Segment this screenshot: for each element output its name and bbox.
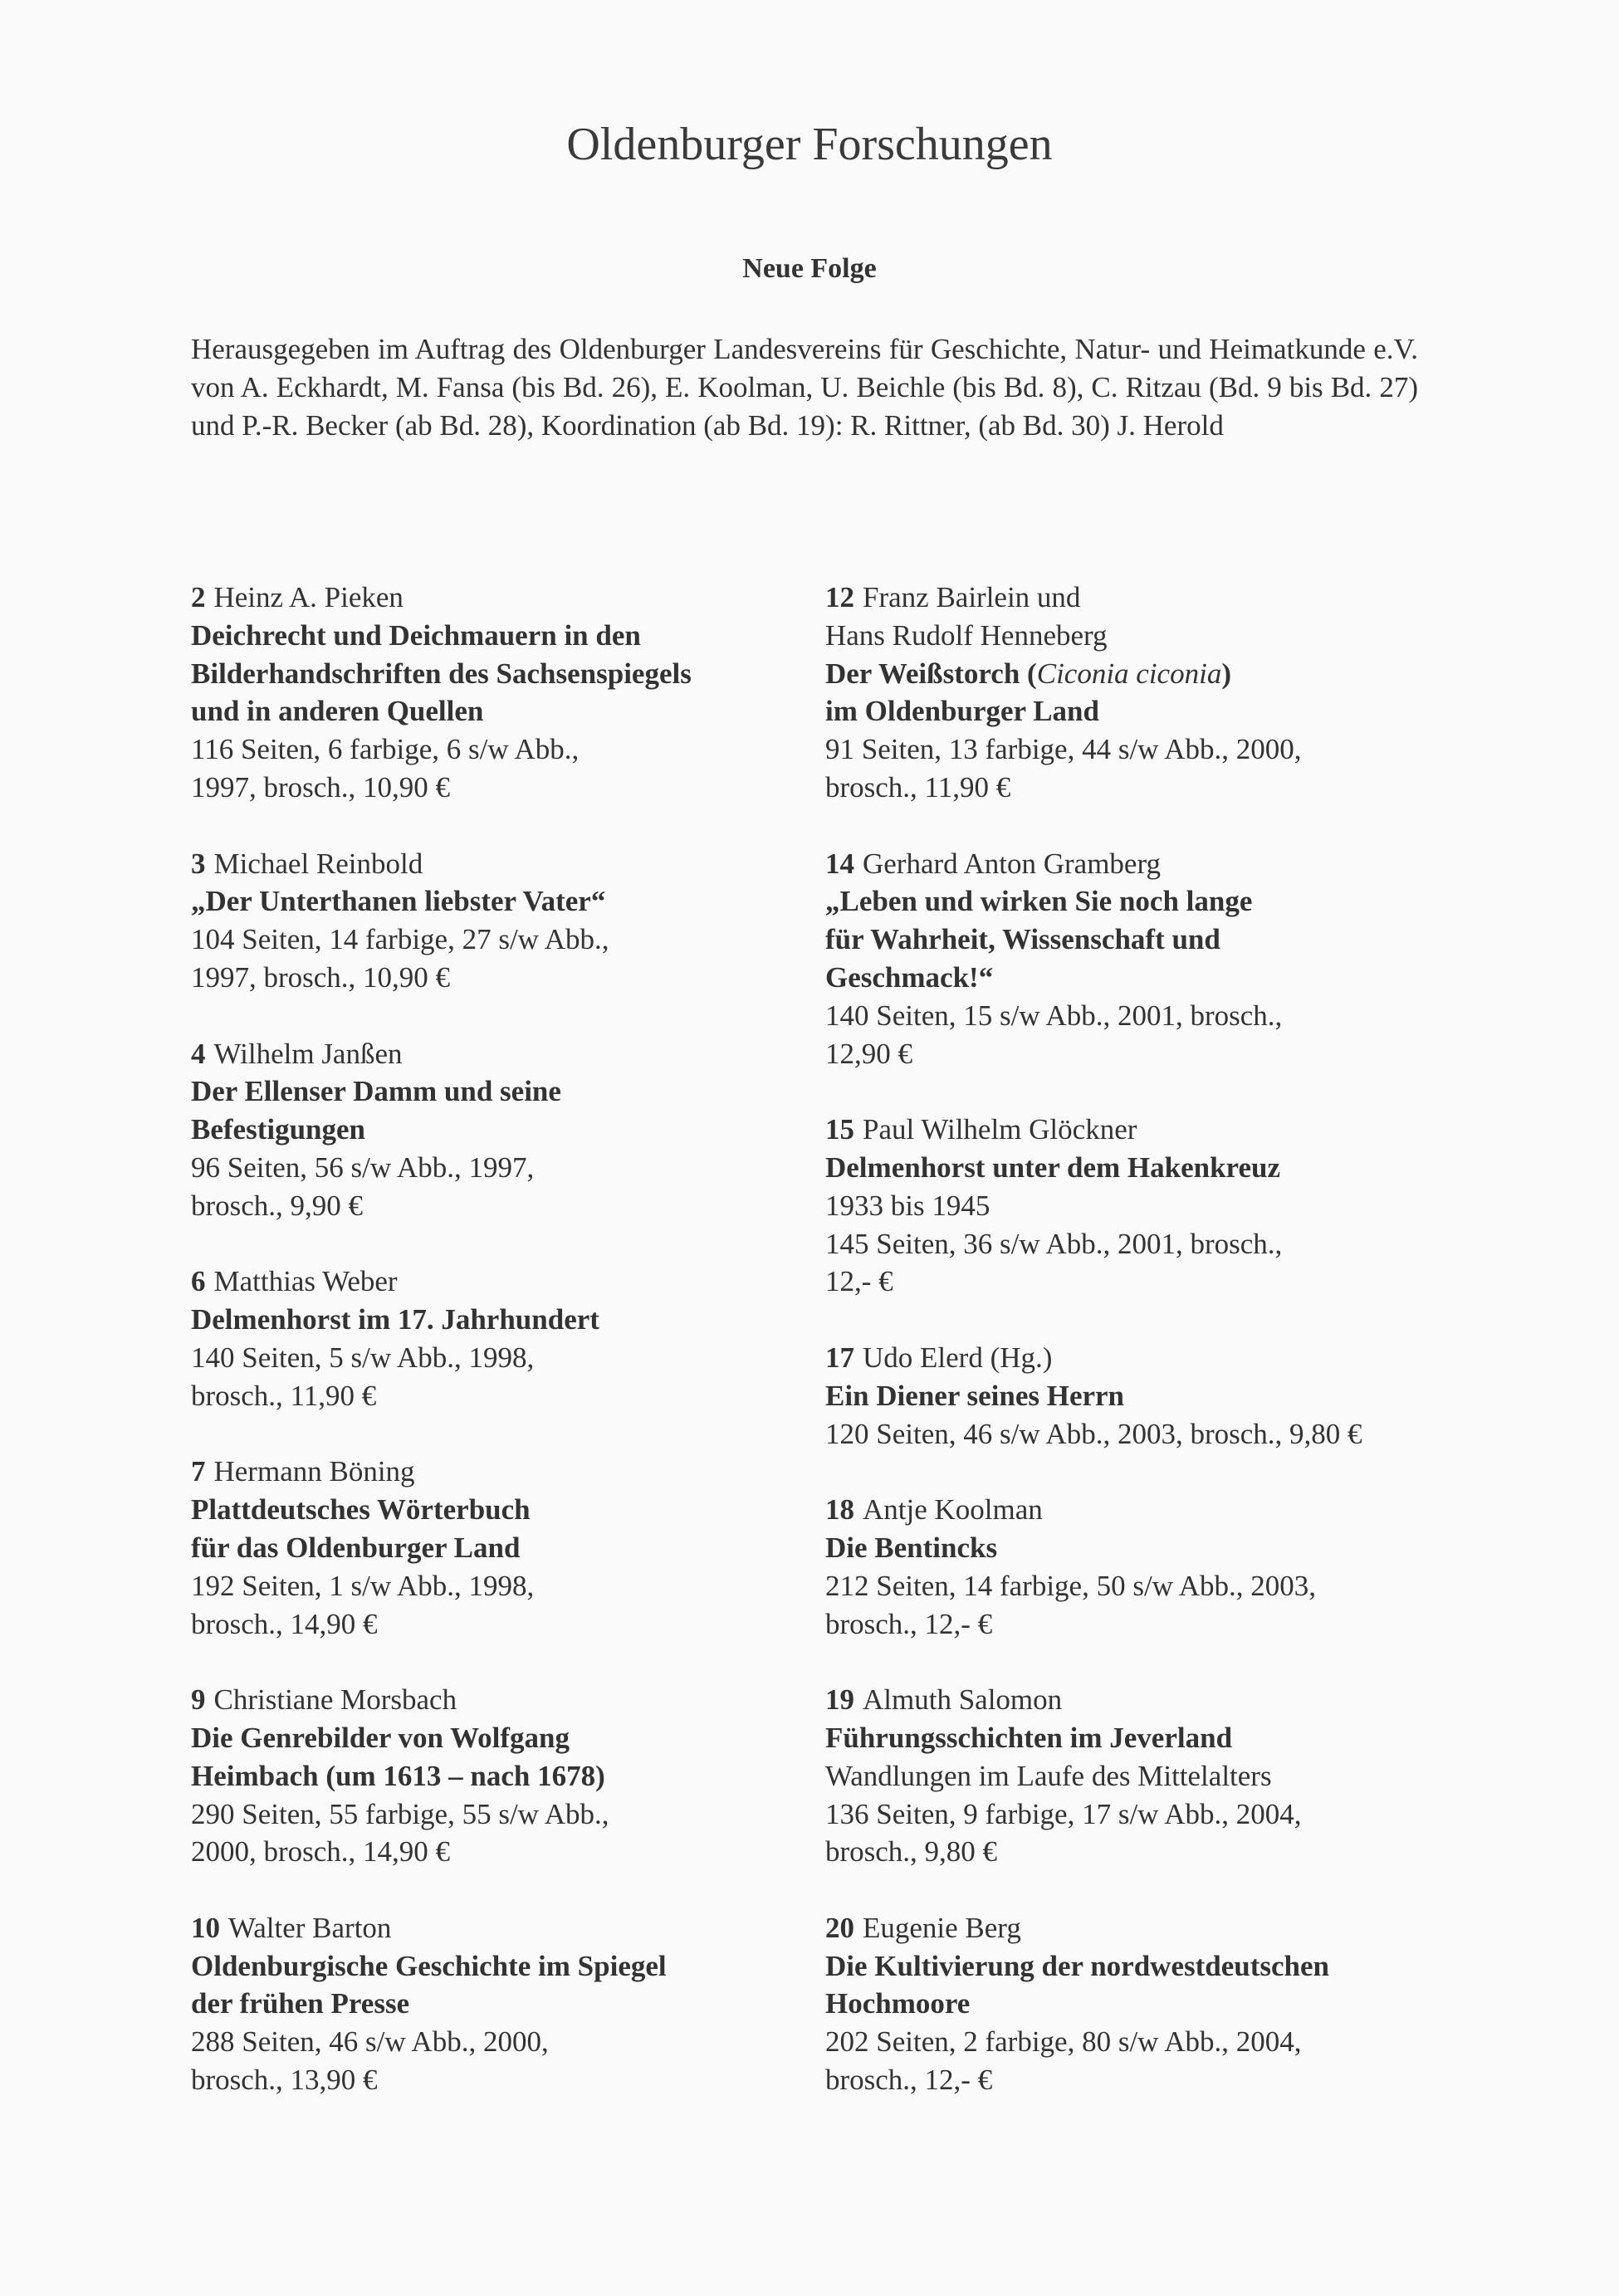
author-name: Matthias Weber <box>213 1265 398 1298</box>
author-name: Hermann Böning <box>213 1455 415 1488</box>
details-line: 290 Seiten, 55 farbige, 55 s/w Abb., <box>191 1797 609 1830</box>
title-line <box>825 921 1456 959</box>
details-line: brosch., 11,90 € <box>191 1379 377 1412</box>
author-name: Wilhelm Janßen <box>213 1037 403 1070</box>
catalog-entry <box>191 1035 822 1225</box>
catalog-entry <box>191 1263 822 1414</box>
catalog-entry <box>825 1491 1456 1643</box>
title-line <box>825 882 1456 921</box>
volume-number: 7 <box>191 1455 206 1488</box>
author-name: Paul Wilhelm Glöckner <box>863 1113 1137 1146</box>
title-text: „Leben und wirken Sie noch lange <box>825 885 1253 918</box>
title-line <box>825 1149 1456 1187</box>
author-line <box>825 1339 1456 1377</box>
details-line: Wandlungen im Laufe des Mittelalters <box>825 1759 1272 1792</box>
details-line: brosch., 13,90 € <box>191 2064 378 2097</box>
title-text: Ein Diener seines Herrn <box>825 1379 1125 1412</box>
details-line: 12,- € <box>825 1265 893 1298</box>
title-line <box>825 1377 1456 1415</box>
details-line: brosch., 11,90 € <box>825 770 1011 804</box>
title-text: Führungsschichten im Jeverland <box>825 1721 1233 1754</box>
volume-number: 6 <box>191 1265 206 1298</box>
page-title: Oldenburger Forschungen <box>566 119 1053 170</box>
author-line <box>191 1681 822 1719</box>
title-text: Die Genrebilder von Wolfgang <box>191 1721 570 1754</box>
details-line: brosch., 12,- € <box>825 1607 993 1640</box>
author-name: Michael Reinbold <box>213 847 423 880</box>
title-line <box>825 655 1456 693</box>
details-line: 145 Seiten, 36 s/w Abb., 2001, brosch., <box>825 1227 1283 1260</box>
title-line <box>191 1985 822 2023</box>
catalog-entry <box>825 845 1456 1073</box>
title-line <box>191 1529 822 1567</box>
title-text: Plattdeutsches Wörterbuch <box>191 1493 531 1527</box>
title-text: im Oldenburger Land <box>825 695 1099 728</box>
details-line: brosch., 14,90 € <box>191 1607 378 1640</box>
title-text: Bilderhandschriften des Sachsenspiegels <box>191 657 692 690</box>
title-line <box>191 1757 822 1795</box>
author-line <box>825 1491 1456 1529</box>
details-line: 116 Seiten, 6 farbige, 6 s/w Abb., <box>191 733 580 766</box>
details-line: 212 Seiten, 14 farbige, 50 s/w Abb., 2003, <box>825 1569 1317 1602</box>
catalog-entry <box>191 1453 822 1643</box>
details-line: 2000, brosch., 14,90 € <box>191 1835 451 1869</box>
details-line: 192 Seiten, 1 s/w Abb., 1998, <box>191 1569 535 1602</box>
right-column <box>825 579 1456 2137</box>
title-line <box>825 1947 1456 1986</box>
title-text: Delmenhorst im 17. Jahrhundert <box>191 1303 599 1336</box>
title-line <box>191 1072 822 1111</box>
catalog-entry <box>825 1681 1456 1871</box>
details-line: 1933 bis 1945 <box>825 1189 990 1222</box>
catalog-entry <box>825 1339 1456 1453</box>
title-line <box>191 655 822 693</box>
title-line <box>825 959 1456 997</box>
details-line: 91 Seiten, 13 farbige, 44 s/w Abb., 2000, <box>825 733 1302 766</box>
author-name: Eugenie Berg <box>863 1911 1021 1944</box>
title-line <box>825 692 1456 730</box>
author-line <box>191 845 822 883</box>
details-line: 1997, brosch., 10,90 € <box>191 770 451 804</box>
left-column <box>191 579 822 2137</box>
title-line <box>191 1719 822 1757</box>
volume-number: 10 <box>191 1911 220 1944</box>
details-line: brosch., 9,90 € <box>191 1189 364 1222</box>
title-line <box>825 1985 1456 2023</box>
author-line <box>825 617 1456 655</box>
catalog-entry <box>191 845 822 997</box>
title-text-after: ) <box>1221 657 1231 690</box>
details-line: 12,90 € <box>825 1037 912 1070</box>
catalog-entry <box>191 1909 822 2099</box>
catalog-entry <box>825 579 1456 807</box>
volume-number: 12 <box>825 581 854 613</box>
title-text: Die Bentincks <box>825 1531 998 1564</box>
title-text: Die Kultivierung der nordwestdeutschen <box>825 1949 1329 1982</box>
details-line: 136 Seiten, 9 farbige, 17 s/w Abb., 2004, <box>825 1797 1302 1830</box>
volume-number: 14 <box>825 847 854 880</box>
author-name: Almuth Salomon <box>863 1683 1063 1717</box>
author-name: Udo Elerd (Hg.) <box>863 1341 1053 1374</box>
author-line <box>825 579 1456 617</box>
title-line <box>825 1719 1456 1757</box>
volume-number: 18 <box>825 1493 854 1527</box>
catalog-entry <box>191 579 822 807</box>
details-line: 140 Seiten, 15 s/w Abb., 2001, brosch., <box>825 999 1283 1032</box>
catalog-entry <box>825 1111 1456 1301</box>
volume-number: 9 <box>191 1683 206 1717</box>
author-name: Christiane Morsbach <box>213 1683 457 1717</box>
author-line <box>825 845 1456 883</box>
author-line <box>825 1681 1456 1719</box>
title-text: Deichrecht und Deichmauern in den <box>191 618 641 652</box>
title-line <box>191 1947 822 1986</box>
volume-number: 3 <box>191 847 206 880</box>
author-line <box>825 1111 1456 1149</box>
title-line <box>191 692 822 730</box>
title-text: Befestigungen <box>191 1113 365 1146</box>
title-text: und in anderen Quellen <box>191 695 484 728</box>
title-text: „Der Unterthanen liebster Vater“ <box>191 885 606 918</box>
author-name: Antje Koolman <box>863 1493 1043 1527</box>
details-line: 120 Seiten, 46 s/w Abb., 2003, brosch., 9,80 € <box>825 1417 1362 1450</box>
details-line: brosch., 9,80 € <box>825 1835 998 1869</box>
title-text: für das Oldenburger Land <box>191 1531 521 1564</box>
details-line: 1997, brosch., 10,90 € <box>191 960 451 994</box>
author-line <box>825 1909 1456 1947</box>
title-line <box>191 617 822 655</box>
author-name: Gerhard Anton Gramberg <box>863 847 1161 880</box>
author-line <box>191 1453 822 1491</box>
author-name: Franz Bairlein und <box>863 581 1081 613</box>
details-line: 140 Seiten, 5 s/w Abb., 1998, <box>191 1341 535 1374</box>
title-line <box>191 882 822 921</box>
author-name: Heinz A. Pieken <box>213 581 404 613</box>
volume-number: 19 <box>825 1683 854 1717</box>
details-line: 202 Seiten, 2 farbige, 80 s/w Abb., 2004, <box>825 2025 1302 2059</box>
title-text: Heimbach (um 1613 – nach 1678) <box>191 1759 605 1792</box>
catalog-entry <box>191 1681 822 1871</box>
title-italic: Ciconia ciconia <box>1036 657 1222 690</box>
details-line: 104 Seiten, 14 farbige, 27 s/w Abb., <box>191 923 609 956</box>
title-text: Oldenburgische Geschichte im Spiegel <box>191 1949 667 1982</box>
details-line: 288 Seiten, 46 s/w Abb., 2000, <box>191 2025 549 2059</box>
title-text: Delmenhorst unter dem Hakenkreuz <box>825 1150 1280 1184</box>
details-line: 96 Seiten, 56 s/w Abb., 1997, <box>191 1150 535 1184</box>
author-name: Walter Barton <box>228 1911 392 1944</box>
editors-paragraph: Herausgegeben im Auftrag des Oldenburger Landesvereins für Geschichte, Natur- und Heimatkunde e.V. von A. Eckhardt, M. Fansa (bis Bd. 26), E. Koolman, U. Beichle (bis Bd. 8), C. Ritzau (Bd. 9 bis Bd. 27) und P.-R. Becker (ab Bd. 28), Koordination (ab Bd. 19): R. Rittner, (ab Bd. 30) J. Herold <box>191 333 1418 442</box>
author-line <box>191 1035 822 1073</box>
title-text: der frühen Presse <box>191 1987 410 2020</box>
title-line <box>191 1111 822 1149</box>
author-line <box>191 579 822 617</box>
volume-number: 4 <box>191 1037 206 1070</box>
catalog-entry <box>825 1909 1456 2099</box>
title-line <box>191 1491 822 1529</box>
author-line <box>191 1263 822 1301</box>
title-line <box>191 1301 822 1339</box>
title-text: Hochmoore <box>825 1987 971 2020</box>
title-text: Geschmack!“ <box>825 960 994 994</box>
author-name: Hans Rudolf Henneberg <box>825 618 1108 652</box>
volume-number: 2 <box>191 581 206 613</box>
volume-number: 17 <box>825 1341 854 1374</box>
title-text: Der Ellenser Damm und seine <box>191 1075 561 1108</box>
volume-number: 20 <box>825 1911 854 1944</box>
title-text: Der Weißstorch ( <box>825 657 1037 690</box>
title-line <box>825 1529 1456 1567</box>
volume-number: 15 <box>825 1113 854 1146</box>
author-line <box>191 1909 822 1947</box>
series-subtitle: Neue Folge <box>742 253 877 284</box>
details-line: brosch., 12,- € <box>825 2064 993 2097</box>
title-text: für Wahrheit, Wissenschaft und <box>825 923 1220 956</box>
